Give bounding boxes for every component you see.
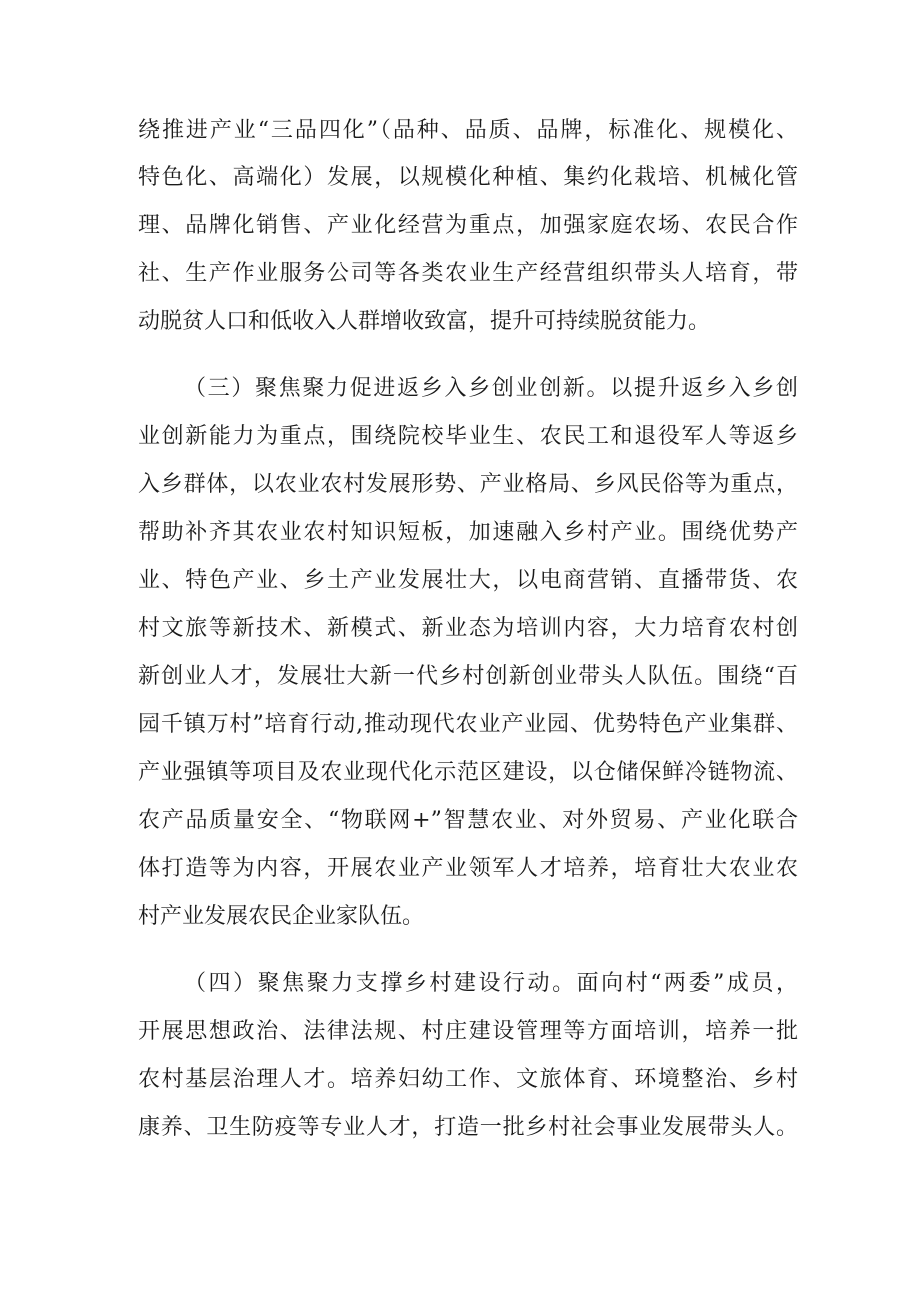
text-line: 业创新能力为重点，围绕院校毕业生、农民工和退役军人等返乡 [138, 424, 798, 449]
text-line: 动脱贫人口和低收入人群增收致富，提升可持续脱贫能力。 [138, 309, 711, 334]
text-line: 帮助补齐其农业农村知识短板，加速融入乡村产业。围绕优势产 [138, 520, 798, 545]
text-line: 绕推进产业“三品四化”（品种、品质、品牌，标准化、规模化、 [138, 118, 798, 143]
text-line: 园千镇万村”培育行动,推动现代农业产业园、优势特色产业集群、 [138, 712, 798, 737]
text-line: 农村基层治理人才。培养妇幼工作、文旅体育、环境整治、乡村 [138, 1067, 798, 1092]
text-line: 康养、卫生防疫等专业人才，打造一批乡村社会事业发展带头人。 [138, 1115, 798, 1140]
section-heading-line: （三）聚焦聚力促进返乡入乡创业创新。以提升返乡入乡创 [184, 376, 798, 401]
text-line: 入乡群体，以农业农村发展形势、产业格局、乡风民俗等为重点， [138, 472, 798, 497]
text-line: 村产业发展农民企业家队伍。 [138, 904, 425, 929]
text-line: 业、特色产业、乡土产业发展壮大，以电商营销、直播带货、农 [138, 568, 798, 593]
text-line: 特色化、高端化）发展，以规模化种植、集约化栽培、机械化管 [138, 165, 798, 190]
text-line: 新创业人才，发展壮大新一代乡村创新创业带头人队伍。围绕“百 [138, 664, 798, 689]
section-heading-line: （四）聚焦聚力支撑乡村建设行动。面向村“两委”成员， [184, 971, 798, 996]
text-line: 体打造等为内容，开展农业产业领军人才培养，培育壮大农业农 [138, 856, 798, 881]
text-line: 社、生产作业服务公司等各类农业生产经营组织带头人培育，带 [138, 261, 798, 286]
text-line: 开展思想政治、法律法规、村庄建设管理等方面培训，培养一批 [138, 1019, 798, 1044]
text-line: 村文旅等新技术、新模式、新业态为培训内容，大力培育农村创 [138, 616, 798, 641]
text-line: 产业强镇等项目及农业现代化示范区建设，以仓储保鲜冷链物流、 [138, 760, 798, 785]
text-line: 理、品牌化销售、产业化经营为重点，加强家庭农场、农民合作 [138, 213, 798, 238]
text-line: 农产品质量安全、“物联网+”智慧农业、对外贸易、产业化联合 [138, 808, 798, 833]
